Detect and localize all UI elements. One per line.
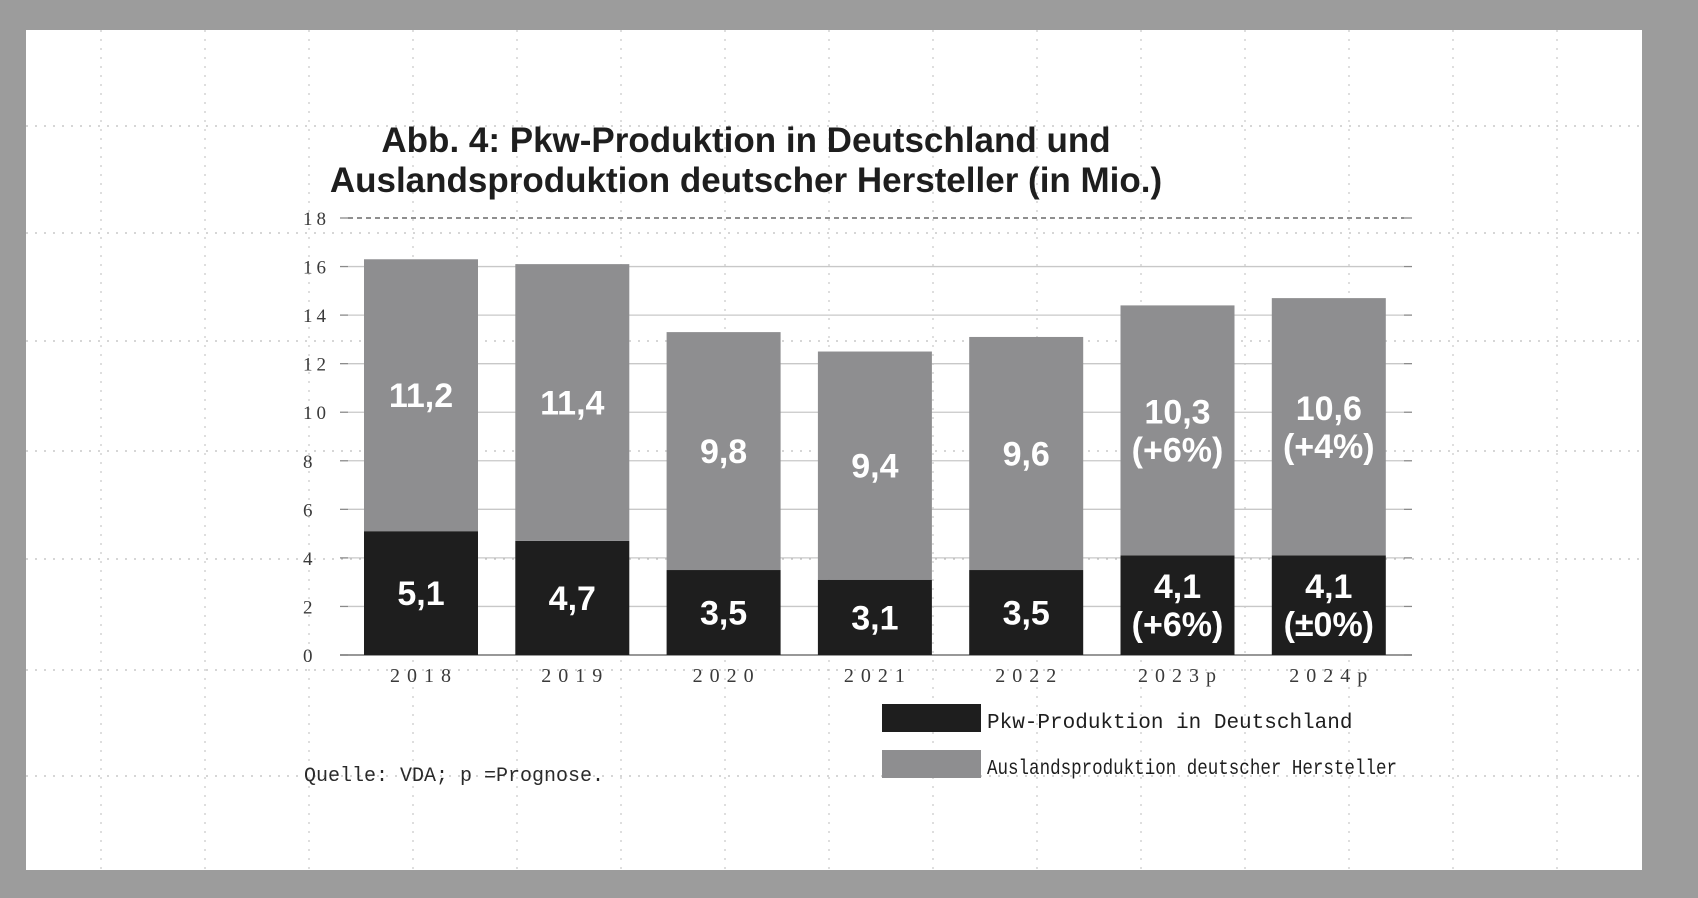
data-label-foreign-2021: 9,4 xyxy=(851,447,899,486)
y-axis-ticks xyxy=(303,209,330,667)
x-tick-label: 2018 xyxy=(390,665,458,687)
data-label-domestic-2024p: (±0%) xyxy=(1283,606,1375,645)
data-label-domestic-2021: 3,1 xyxy=(851,599,899,638)
data-label-domestic-2020: 3,5 xyxy=(699,594,748,633)
legend-swatch-foreign xyxy=(882,750,981,778)
x-axis-ticks xyxy=(390,665,1374,687)
data-label-foreign-2020: 9,8 xyxy=(699,433,748,472)
y-tick-label: 6 xyxy=(303,500,317,522)
data-label-domestic-2024p: 4,1 xyxy=(1305,568,1353,607)
data-label-domestic-2022: 3,5 xyxy=(1002,594,1050,633)
y-tick-label: 18 xyxy=(303,209,330,230)
data-label-foreign-2024p: (+4%) xyxy=(1282,427,1375,466)
y-tick-label: 8 xyxy=(303,451,317,473)
x-tick-label: 2020 xyxy=(692,665,761,687)
legend-label-foreign: Auslandsproduktion deutscher Hersteller xyxy=(987,758,1397,781)
chart-title-line-2: Auslandsproduktion deutscher Hersteller (in Mio.) xyxy=(329,161,1163,200)
chart-title-line-1: Abb. 4: Pkw-Produktion in Deutschland und xyxy=(381,121,1111,160)
y-tick-label: 10 xyxy=(303,403,330,425)
data-label-domestic-2023p: (+6%) xyxy=(1131,606,1224,645)
legend-label-domestic: Pkw-Produktion in Deutschland xyxy=(987,712,1353,735)
data-label-foreign-2023p: 10,3 xyxy=(1144,393,1211,432)
x-tick-label: 2023p xyxy=(1138,665,1223,687)
y-tick-label: 12 xyxy=(303,354,330,376)
data-label-domestic-2018: 5,1 xyxy=(397,575,445,614)
data-label-foreign-2018: 11,2 xyxy=(388,377,454,416)
y-tick-label: 14 xyxy=(303,306,330,328)
y-tick-label: 4 xyxy=(303,548,317,570)
data-label-foreign-2019: 11,4 xyxy=(540,384,605,423)
data-label-domestic-2019: 4,7 xyxy=(548,579,596,618)
data-label-foreign-2023p: (+6%) xyxy=(1131,431,1224,470)
data-label-foreign-2024p: 10,6 xyxy=(1295,389,1362,428)
data-label-foreign-2022: 9,6 xyxy=(1002,435,1050,474)
x-tick-label: 2024p xyxy=(1289,665,1375,687)
source-note: Quelle: VDA; p =Prognose. xyxy=(304,765,605,788)
y-tick-label: 2 xyxy=(303,597,317,619)
y-tick-label: 16 xyxy=(303,257,330,279)
x-tick-label: 2022 xyxy=(995,665,1064,687)
data-label-domestic-2023p: 4,1 xyxy=(1153,568,1202,607)
x-tick-label: 2021 xyxy=(843,665,912,687)
legend-swatch-domestic xyxy=(882,704,981,732)
x-tick-label: 2019 xyxy=(541,665,610,687)
y-tick-label: 0 xyxy=(303,646,317,667)
